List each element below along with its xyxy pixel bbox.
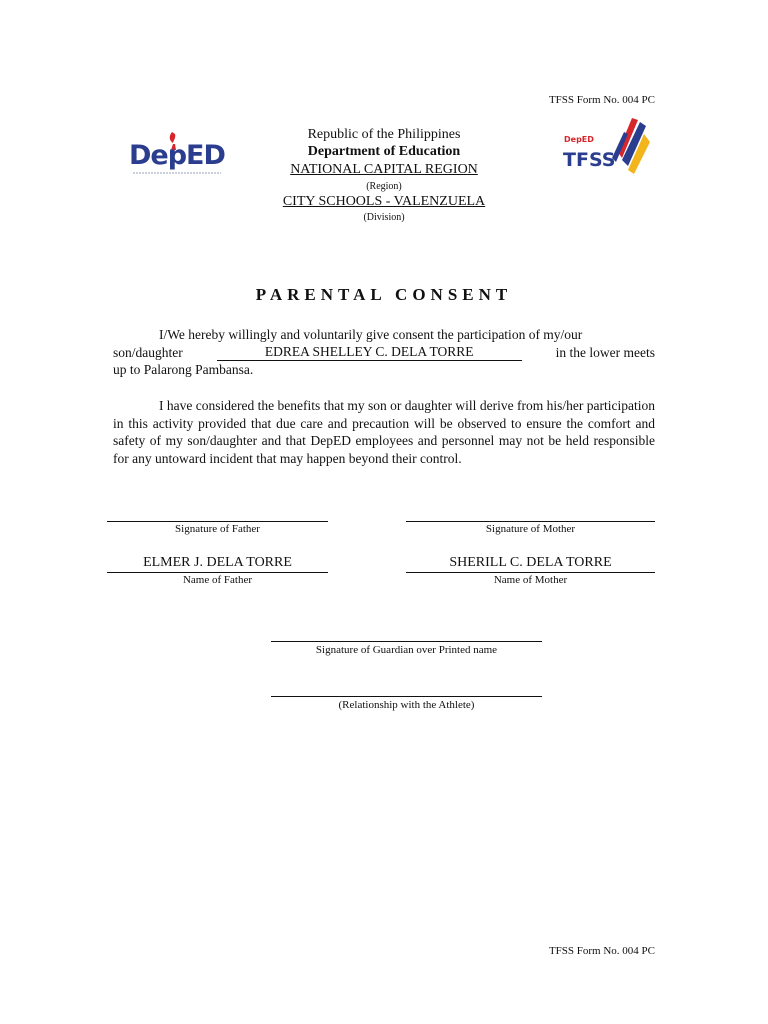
guardian-signature-label: Signature of Guardian over Printed name (315, 644, 498, 656)
consent-line-1 (113, 326, 655, 344)
consent-suffix: in the lower meets (555, 344, 655, 360)
consent-line-2 (113, 344, 655, 362)
consent-line-1-text: I/We hereby willingly and voluntarily give consent the participation of my/our (159, 327, 583, 342)
department-heading: Department of Education (307, 144, 461, 159)
mother-signature-line (406, 521, 655, 522)
consent-paragraph (113, 326, 655, 379)
svg-text:DepED: DepED (129, 140, 225, 171)
division-label: (Division) (363, 212, 405, 223)
mother-name: SHERILL C. DELA TORRE (449, 555, 612, 570)
father-signature-line (107, 521, 328, 522)
mother-name-label: Name of Mother (493, 574, 568, 586)
consent-prefix: son/daughter (113, 344, 183, 360)
mother-signature-label: Signature of Mother (485, 523, 576, 535)
benefits-paragraph (113, 397, 655, 467)
relationship-line (271, 696, 542, 697)
division-value (0, 194, 768, 210)
form-number-bottom: TFSS Form No. 004 PC (548, 945, 655, 957)
consent-line-3: up to Palarong Pambansa. (113, 362, 254, 377)
svg-text:DepED: DepED (564, 135, 594, 144)
republic-heading: Republic of the Philippines (307, 127, 461, 142)
father-name-line (107, 572, 328, 573)
mother-name-line (406, 572, 655, 573)
father-name: ELMER J. DELA TORRE (143, 555, 292, 570)
guardian-signature-line (271, 641, 542, 642)
document-title: PARENTAL CONSENT (255, 285, 513, 304)
athlete-name-field: EDREA SHELLEY C. DELA TORRE (217, 344, 522, 362)
benefits-text: I have considered the benefits that my son or daughter will derive from his/her participation in this activity provided that due care and precaution will be observed to ensure the comfort and safety of my son/daughter and that DepED employees and personnel may not be held responsible for any untoward incident that may happen beyond their control. (113, 398, 655, 466)
region-label: (Region) (366, 181, 402, 192)
father-name-label: Name of Father (182, 574, 253, 586)
form-number-top: TFSS Form No. 004 PC (548, 94, 655, 106)
svg-text:TFSS: TFSS (563, 149, 616, 171)
region-text: NATIONAL CAPITAL REGION (290, 162, 478, 177)
relationship-label: (Relationship with the Athlete) (338, 699, 475, 711)
father-signature-label: Signature of Father (175, 523, 260, 535)
region-value (0, 162, 768, 178)
division-text: CITY SCHOOLS - VALENZUELA (282, 194, 486, 209)
